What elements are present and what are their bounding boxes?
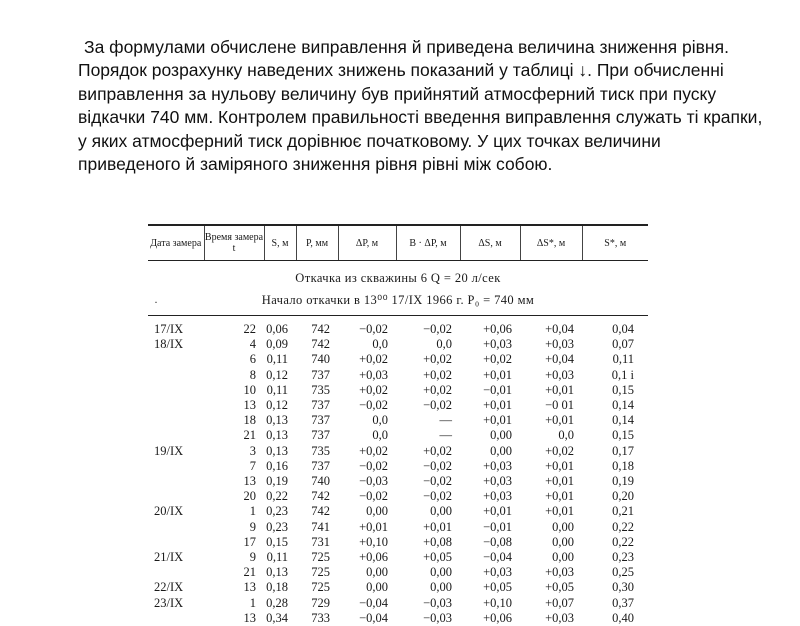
cell-s: 0,23 [266, 519, 288, 534]
cell-date: 20/IX [154, 504, 184, 519]
cell-bdp: +0,02 [423, 367, 452, 382]
table-row [148, 550, 648, 565]
cell-p: 731 [311, 534, 330, 549]
cell-ds: −0,01 [483, 519, 512, 534]
cell-p: 725 [311, 565, 330, 580]
table-row [148, 444, 648, 459]
cell-dp: 0,00 [366, 580, 388, 595]
cell-bdp: 0,0 [436, 337, 452, 352]
cell-ds: +0,06 [483, 322, 512, 336]
cell-dp: +0,03 [359, 367, 388, 382]
cell-s: 0,19 [266, 474, 288, 489]
table-row [148, 398, 648, 413]
cell-time: 17 [243, 534, 256, 549]
cell-dp: +0,06 [359, 550, 388, 565]
cell-p: 740 [311, 352, 330, 367]
cell-time: 13 [243, 610, 256, 625]
cell-ss: 0,15 [612, 428, 634, 443]
cell-ds: +0,03 [483, 337, 512, 352]
cell-dp: 0,00 [366, 504, 388, 519]
cell-bdp: 0,00 [430, 565, 452, 580]
stray-mark: · [154, 295, 158, 309]
table-row [148, 459, 648, 474]
cell-ds: +0,03 [483, 458, 512, 473]
cell-dp: −0,04 [359, 595, 388, 610]
cell-ds: +0,03 [483, 565, 512, 580]
cell-p: 742 [311, 337, 330, 352]
cell-time: 21 [243, 565, 256, 580]
cell-time: 13 [243, 398, 256, 413]
table-row [148, 474, 648, 489]
cell-time: 22 [243, 322, 256, 336]
cell-dss: −0 01 [545, 398, 574, 413]
cell-bdp: −0,03 [423, 595, 452, 610]
cell-s: 0,12 [266, 398, 288, 413]
cell-dss: +0,01 [545, 458, 574, 473]
cell-dss: +0,01 [545, 489, 574, 504]
cell-dss: +0,01 [545, 504, 574, 519]
cell-bdp: +0,01 [423, 519, 452, 534]
cell-dss: +0,07 [545, 595, 574, 610]
cell-bdp: — [439, 413, 452, 428]
cell-dp: −0,03 [359, 474, 388, 489]
cell-dss: +0,01 [545, 474, 574, 489]
cell-bdp: −0,02 [423, 398, 452, 413]
table-row [148, 383, 648, 398]
cell-p: 733 [311, 610, 330, 625]
cell-ds: 0,00 [490, 428, 512, 443]
cell-ds: +0,03 [483, 474, 512, 489]
header-date: Дата замера [150, 237, 202, 249]
cell-date: 19/IX [154, 443, 184, 458]
cell-s: 0,13 [266, 443, 288, 458]
cell-dp: 0,0 [372, 428, 388, 443]
cell-dp: +0,10 [359, 534, 388, 549]
cell-time: 18 [243, 413, 256, 428]
cell-time: 13 [243, 474, 256, 489]
header-bdp: B · ΔP, м [396, 226, 460, 260]
header-s: S, м [264, 226, 296, 260]
cell-bdp: −0,02 [423, 458, 452, 473]
cell-dp: 0,0 [372, 413, 388, 428]
cell-date [148, 474, 204, 489]
cell-dp: −0,04 [359, 610, 388, 625]
cell-dss: +0,03 [545, 367, 574, 382]
cell-bdp: 0,00 [430, 580, 452, 595]
cell-ss: 0,11 [612, 352, 634, 367]
cell-ds: +0,01 [483, 413, 512, 428]
header-dss: ΔS*, м [520, 226, 582, 260]
cell-p: 740 [311, 474, 330, 489]
cell-s: 0,22 [266, 489, 288, 504]
table-row [148, 504, 648, 519]
cell-time: 20 [243, 489, 256, 504]
cell-ss: 0,20 [612, 489, 634, 504]
cell-ds: +0,10 [483, 595, 512, 610]
cell-ss: 0,1 i [611, 367, 634, 382]
cell-dp: 0,00 [366, 565, 388, 580]
cell-s: 0,13 [266, 413, 288, 428]
cell-dss: +0,05 [545, 580, 574, 595]
cell-p: 725 [311, 550, 330, 565]
cell-s: 0,34 [266, 610, 288, 625]
cell-bdp: +0,02 [423, 382, 452, 397]
table-row [148, 352, 648, 367]
header-time: Время замера t [204, 226, 264, 260]
cell-ss: 0,21 [612, 504, 634, 519]
caption-rule [148, 315, 648, 316]
cell-dp: −0,02 [359, 489, 388, 504]
cell-s: 0,09 [266, 337, 288, 352]
cell-ds: +0,01 [483, 504, 512, 519]
cell-ss: 0,14 [612, 413, 634, 428]
cell-time: 1 [249, 595, 256, 610]
cell-p: 737 [311, 398, 330, 413]
header-ss: S*, м [582, 226, 648, 260]
cell-ss: 0,07 [612, 337, 634, 352]
cell-bdp: +0,08 [423, 534, 452, 549]
table-row [148, 322, 648, 337]
cell-ss: 0,19 [612, 474, 634, 489]
cell-s: 0,13 [266, 565, 288, 580]
cell-p: 725 [311, 580, 330, 595]
cell-bdp: −0,02 [423, 322, 452, 336]
cell-dss: 0,00 [552, 534, 574, 549]
cell-s: 0,16 [266, 458, 288, 473]
table-row [148, 580, 648, 595]
cell-p: 741 [311, 519, 330, 534]
cell-time: 7 [249, 458, 256, 473]
cell-dss: +0,01 [545, 382, 574, 397]
table-row [148, 489, 648, 504]
cell-dss: +0,04 [545, 352, 574, 367]
header-bottom-rule [148, 260, 648, 261]
cell-bdp: −0,03 [423, 610, 452, 625]
cell-dp: −0,02 [359, 322, 388, 336]
cell-s: 0,06 [266, 322, 288, 336]
cell-date [148, 520, 204, 535]
cell-time: 9 [249, 550, 256, 565]
cell-bdp: −0,02 [423, 489, 452, 504]
cell-ds: +0,02 [483, 352, 512, 367]
cell-bdp: −0,02 [423, 474, 452, 489]
cell-p: 737 [311, 367, 330, 382]
cell-dss: +0,01 [545, 413, 574, 428]
table-row [148, 611, 648, 626]
cell-dss: +0,03 [545, 610, 574, 625]
cell-p: 742 [311, 322, 330, 336]
cell-dp: +0,02 [359, 443, 388, 458]
cell-dp: +0,01 [359, 519, 388, 534]
cell-time: 10 [243, 382, 256, 397]
table-row [148, 596, 648, 611]
cell-ds: +0,05 [483, 580, 512, 595]
cell-date [148, 413, 204, 428]
cell-s: 0,11 [266, 382, 288, 397]
cell-s: 0,13 [266, 428, 288, 443]
caption-well: Откачка из скважины 6 Q = 20 л/сек [295, 271, 501, 285]
cell-s: 0,18 [266, 580, 288, 595]
cell-s: 0,28 [266, 595, 288, 610]
cell-date [148, 383, 204, 398]
cell-p: 742 [311, 489, 330, 504]
table-row [148, 535, 648, 550]
cell-ds: +0,06 [483, 610, 512, 625]
cell-dss: +0,03 [545, 565, 574, 580]
caption-start: Начало откачки в 13⁰⁰ 17/IX 1966 г. P₀ = 740 мм [261, 293, 535, 307]
cell-date [148, 565, 204, 580]
cell-time: 3 [249, 443, 256, 458]
cell-dp: +0,02 [359, 352, 388, 367]
cell-date [148, 459, 204, 474]
cell-ss: 0,15 [612, 382, 634, 397]
cell-ds: −0,01 [483, 382, 512, 397]
cell-dp: −0,02 [359, 458, 388, 473]
cell-dss: 0,00 [552, 519, 574, 534]
cell-p: 737 [311, 413, 330, 428]
cell-ss: 0,04 [612, 322, 634, 336]
cell-time: 1 [249, 504, 256, 519]
cell-date [148, 368, 204, 383]
cell-p: 735 [311, 443, 330, 458]
cell-dss: +0,04 [545, 322, 574, 336]
cell-dss: +0,02 [545, 443, 574, 458]
header-ds: ΔS, м [460, 226, 520, 260]
cell-bdp: — [439, 428, 452, 443]
cell-s: 0,12 [266, 367, 288, 382]
table-row [148, 565, 648, 580]
cell-ss: 0,23 [612, 550, 634, 565]
intro-paragraph: За формулами обчислене виправлення й приведена величина зниження рівня. Порядок розрахунку наведених знижень показаний у таблиці ↓. При обчисленні виправлення за нульову величину був прийнятий атмосферний тиск при пуску відкачки 740 мм. Контролем правильності введення виправлення служать ті крапки, у яких атмосферний тиск дорівнює початковому. У цих точках величини приведеного й заміряного зниження рівня рівні між собою. [78, 36, 763, 174]
cell-s: 0,23 [266, 504, 288, 519]
cell-date [148, 428, 204, 443]
cell-ss: 0,18 [612, 458, 634, 473]
cell-p: 735 [311, 382, 330, 397]
table-header [148, 226, 648, 260]
cell-date: 22/IX [154, 580, 184, 595]
cell-time: 4 [249, 337, 256, 352]
table-body [148, 322, 648, 626]
cell-ss: 0,22 [612, 519, 634, 534]
cell-dss: +0,03 [545, 337, 574, 352]
cell-ds: −0,08 [483, 534, 512, 549]
cell-ss: 0,30 [612, 580, 634, 595]
cell-bdp: +0,02 [423, 443, 452, 458]
cell-s: 0,11 [266, 352, 288, 367]
cell-ds: +0,01 [483, 367, 512, 382]
cell-ds: 0,00 [490, 443, 512, 458]
cell-ss: 0,22 [612, 534, 634, 549]
cell-ss: 0,14 [612, 398, 634, 413]
cell-ds: −0,04 [483, 550, 512, 565]
cell-date [148, 352, 204, 367]
table-row [148, 368, 648, 383]
cell-bdp: 0,00 [430, 504, 452, 519]
scanned-table [148, 224, 648, 626]
cell-ds: +0,01 [483, 398, 512, 413]
cell-ss: 0,17 [612, 443, 634, 458]
cell-date [148, 535, 204, 550]
header-p: P, мм [296, 226, 338, 260]
cell-time: 13 [243, 580, 256, 595]
cell-dp: 0,0 [372, 337, 388, 352]
cell-date: 23/IX [154, 595, 184, 610]
cell-date: 17/IX [154, 322, 184, 336]
cell-date: 18/IX [154, 337, 184, 352]
cell-p: 742 [311, 504, 330, 519]
cell-dss: 0,0 [558, 428, 574, 443]
cell-ss: 0,25 [612, 565, 634, 580]
table-row [148, 520, 648, 535]
cell-time: 21 [243, 428, 256, 443]
cell-s: 0,15 [266, 534, 288, 549]
cell-ss: 0,40 [612, 610, 634, 625]
cell-p: 737 [311, 428, 330, 443]
table-row [148, 337, 648, 352]
cell-time: 6 [249, 352, 256, 367]
cell-bdp: +0,05 [423, 550, 452, 565]
cell-dp: +0,02 [359, 382, 388, 397]
cell-date [148, 611, 204, 626]
cell-p: 729 [311, 595, 330, 610]
table-row [148, 428, 648, 443]
header-dp: ΔP, м [338, 226, 396, 260]
cell-date [148, 398, 204, 413]
cell-date [148, 489, 204, 504]
cell-s: 0,11 [266, 550, 288, 565]
cell-p: 737 [311, 458, 330, 473]
cell-ss: 0,37 [612, 595, 634, 610]
cell-ds: +0,03 [483, 489, 512, 504]
cell-time: 9 [249, 519, 256, 534]
cell-dp: −0,02 [359, 398, 388, 413]
cell-dss: 0,00 [552, 550, 574, 565]
cell-date: 21/IX [154, 550, 184, 565]
cell-time: 8 [249, 367, 256, 382]
table-row [148, 413, 648, 428]
cell-bdp: +0,02 [423, 352, 452, 367]
